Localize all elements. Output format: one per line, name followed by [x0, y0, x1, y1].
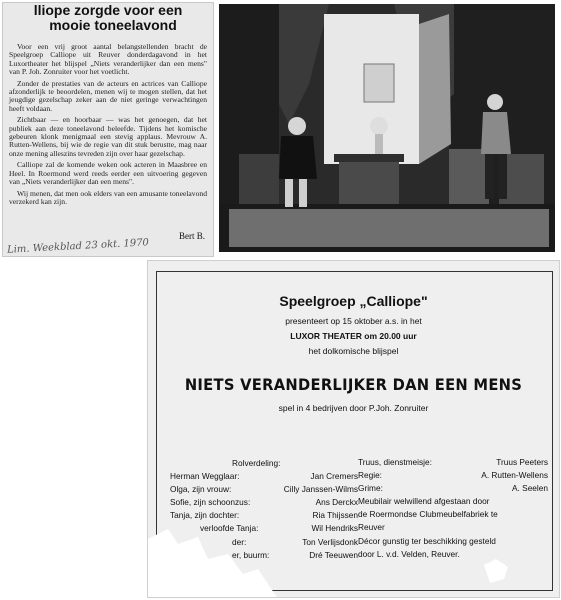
- review-body: [9, 43, 207, 209]
- review-paragraph: Zichtbaar — en hoorbaar — was het genoegen, dat het publiek aan deze toneelavond beleefde. Tijdens het komische gebeuren klonk menigmaal een stevig applaus. Mevrouw A. Rutten-Wellens, bij wie de regie van dit stuk berustte, mag naar onze mening alleszins tevreden zijn over haar gezelschap.: [9, 115, 207, 158]
- cast-heading: Rolverdeling:: [232, 458, 281, 468]
- credit-value: A. Seelen: [512, 483, 548, 494]
- cast-actor: Ria Thijssen: [312, 510, 358, 521]
- cast-row: [170, 470, 358, 483]
- cast-actor: Cilly Janssen-Wilms: [283, 484, 358, 495]
- cast-role: er, buurm:: [232, 549, 270, 560]
- review-paragraph: Calliope zal de komende weken ook acteren in Maasbree en Heel. In Roermond werd reeds eerder een uitvoering gegeven van „Niets veranderlijker dan een mens".: [9, 160, 207, 187]
- headline-line-2: mooie toneelavond: [49, 17, 177, 33]
- cast-role: verloofde Tanja:: [200, 523, 259, 534]
- review-headline: [3, 3, 213, 33]
- review-paragraph: Wij menen, dat men ook elders van een amusante toneelavond verzekerd kan zijn.: [9, 188, 207, 206]
- theatre-advertisement: [147, 260, 560, 598]
- play-title: NIETS VERANDERLIJKER DAN EEN MENS: [184, 375, 523, 394]
- cast-role: Sofie, zijn schoonzus:: [170, 497, 251, 508]
- review-paragraph: Voor een vrij groot aantal belangstellenden bracht de Speelgroep Calliope uit Reuver donderdagavond in het Luxortheater het blijspel „Niets veranderlijker dan een mens" van P. Joh. Zonruiter voor het voetlicht.: [9, 42, 207, 77]
- decor-line: Meubilair welwillend afgestaan door: [358, 496, 490, 507]
- decor-thanks-line: Décor gunstig ter beschikking gesteld: [358, 535, 496, 546]
- headline-line-1: lliope zorgde voor een: [33, 2, 183, 18]
- cast-role: Tanja, zijn dochter:: [170, 510, 240, 521]
- ad-genre-line: het dolkomische blijspel: [308, 346, 399, 356]
- cast-actor: Jan Cremers: [310, 471, 358, 482]
- ad-presents-line: presenteert op 15 oktober a.s. in het: [285, 316, 422, 326]
- review-clipping: [2, 2, 214, 257]
- handwritten-note: Lim. Weekblad 23 okt. 1970: [6, 237, 150, 256]
- stage-photo: [219, 4, 555, 252]
- credit-value: A. Rutten-Wellens: [481, 470, 548, 481]
- cast-role: Herman Wegglaar:: [170, 471, 240, 482]
- play-subtitle: spel in 4 bedrijven door P.Joh. Zonruiter: [278, 403, 429, 413]
- credit-row: [358, 456, 548, 469]
- credits-list: [358, 430, 548, 561]
- credit-row: [358, 482, 548, 495]
- cast-actor: Ans Derckx: [315, 497, 358, 508]
- ad-title: Speelgroep „Calliope": [279, 293, 428, 309]
- cast-actor: Dré Teeuwen: [309, 549, 358, 560]
- review-signature: Bert B.: [179, 231, 205, 241]
- credit-label: Truus, dienstmeisje:: [358, 457, 432, 467]
- cast-row: [170, 483, 358, 496]
- decor-line: Reuver: [358, 522, 385, 533]
- credit-label: Regie:: [358, 470, 382, 481]
- torn-hole: [478, 557, 518, 587]
- credit-row: [358, 469, 548, 482]
- decor-thanks-line: door L. v.d. Velden, Reuver.: [358, 548, 460, 559]
- review-paragraph: Zonder de prestaties van de acteurs en actrices van Calliope afzonderlijk te beoordelen, menen wij te mogen stellen, dat het jeugdige gezelschap zeker aan de niet geringe verwachtingen heeft voldaan.: [9, 78, 207, 113]
- cast-actor: Ton Verlijsdonk: [302, 536, 358, 547]
- cast-actor: Wil Hendriks: [311, 523, 358, 534]
- torn-edge: [148, 499, 278, 598]
- ad-venue-line: LUXOR THEATER om 20.00 uur: [290, 331, 417, 341]
- cast-role: der:: [232, 536, 247, 547]
- decor-line: de Roermondse Clubmeubelfabriek te: [358, 509, 498, 520]
- stage-photo-image: [219, 4, 555, 252]
- cast-role: Olga, zijn vrouw:: [170, 484, 232, 495]
- credit-label: Grime:: [358, 483, 383, 494]
- credit-value: Truus Peeters: [496, 457, 548, 467]
